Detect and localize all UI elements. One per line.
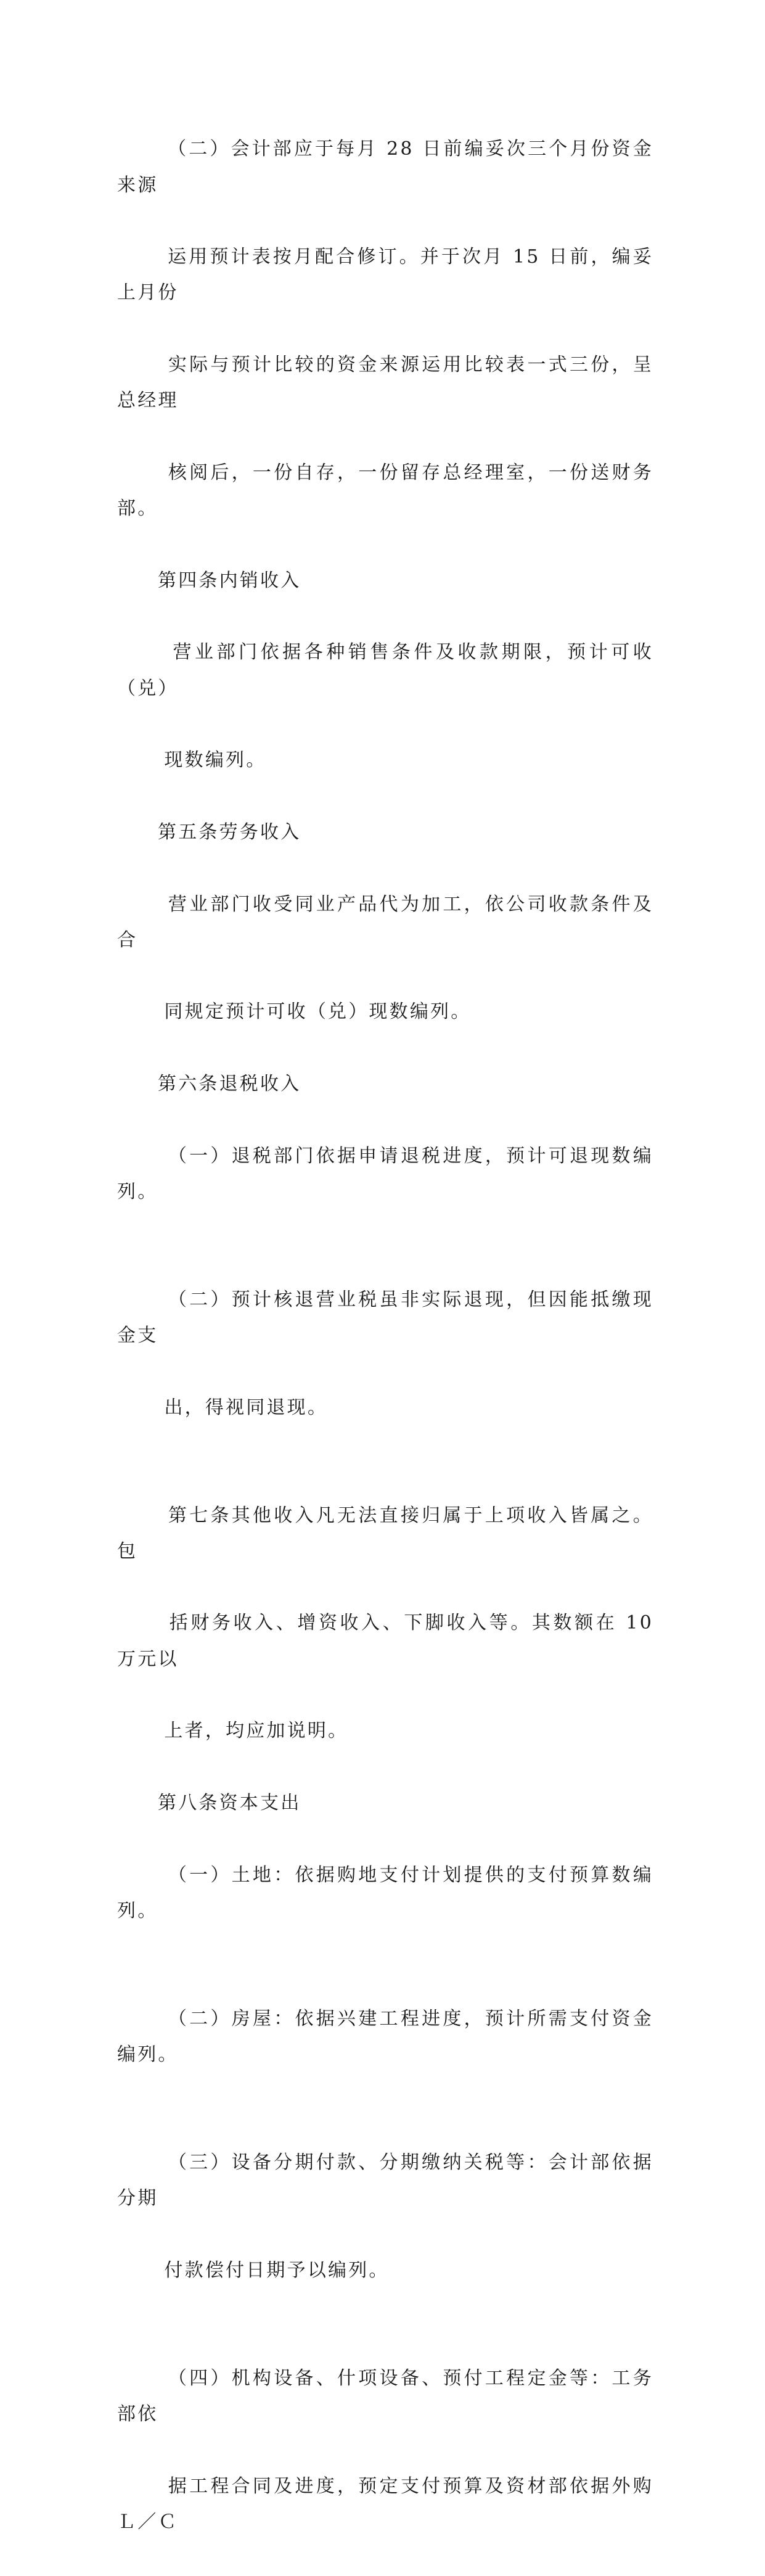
text-line: 同规定预计可收（兑）现数编列。 — [164, 1001, 472, 1023]
article-8-heading — [117, 1785, 653, 1821]
paragraph-capex-buildings — [117, 1965, 653, 2109]
article-4-heading — [117, 563, 653, 599]
paragraph-domestic-sales — [117, 599, 653, 815]
text-line: 现数编列。 — [164, 749, 267, 772]
paragraph-tax-refund-2 — [117, 1246, 653, 1462]
article-5-heading — [117, 815, 653, 850]
text-line: （四）机构设备、什项设备、预付工程定金等：工务部依 — [117, 2367, 653, 2425]
text-line: 营业部门依据各种销售条件及收款期限，预计可收（兑） — [117, 641, 654, 699]
heading-text: 第八条资本支出 — [158, 1792, 301, 1814]
text-line: 核阅后，一份自存，一份留存总经理室，一份送财务部。 — [117, 461, 653, 520]
text-line: 营业部门收受同业产品代为加工，依公司收款条件及合 — [117, 893, 653, 951]
text-line: 付款偿付日期予以编列。 — [164, 2259, 390, 2281]
text-line: 出，得视同退现。 — [164, 1396, 329, 1418]
text-line: （一）土地：依据购地支付计划提供的支付预算数编列。 — [117, 1864, 653, 1922]
text-line: 括财务收入、增资收入、下脚收入等。其数额在 10 万元以 — [117, 1612, 661, 1670]
text-line: （二）预计核退营业税虽非实际退现，但因能抵缴现金支 — [117, 1288, 653, 1347]
text-line: （二）房屋：依据兴建工程进度，预计所需支付资金编列。 — [117, 2007, 653, 2066]
paragraph-article-7-other-income — [117, 1462, 661, 1785]
article-6-heading — [117, 1066, 653, 1102]
paragraph-capex-land — [117, 1821, 653, 1965]
text-line: 实际与预计比较的资金来源运用比较表一式三份，呈总经理 — [117, 354, 653, 412]
paragraph-capex-equipment-installments — [117, 2109, 653, 2325]
text-line: （三）设备分期付款、分期缴纳关税等：会计部依据分期 — [117, 2151, 653, 2210]
text-line: （二）会计部应于每月 28 日前编妥次三个月份资金来源 — [117, 138, 653, 196]
text-line: 运用预计表按月配合修订。并于次月 15 日前，编妥上月份 — [117, 246, 653, 304]
paragraph-tax-refund-1 — [117, 1102, 653, 1246]
heading-text: 第四条内销收入 — [158, 569, 301, 591]
document-body — [117, 96, 661, 2576]
text-line: （一）退税部门依据申请退税进度，预计可退现数编列。 — [117, 1145, 653, 1203]
heading-text: 第五条劳务收入 — [158, 821, 301, 843]
text-line: 上者，均应加说明。 — [164, 1720, 349, 1742]
heading-text: 第六条退税收入 — [158, 1073, 301, 1095]
text-line: 据工程合同及进度，预定支付预算及资材部依据外购Ｌ／Ｃ — [117, 2475, 653, 2533]
paragraph-service-income — [117, 850, 653, 1066]
text-line: 第七条其他收入凡无法直接归属于上项收入皆属之。包 — [117, 1504, 653, 1562]
paragraph-accounting-forecast — [117, 96, 653, 563]
paragraph-capex-machinery — [117, 2324, 653, 2576]
